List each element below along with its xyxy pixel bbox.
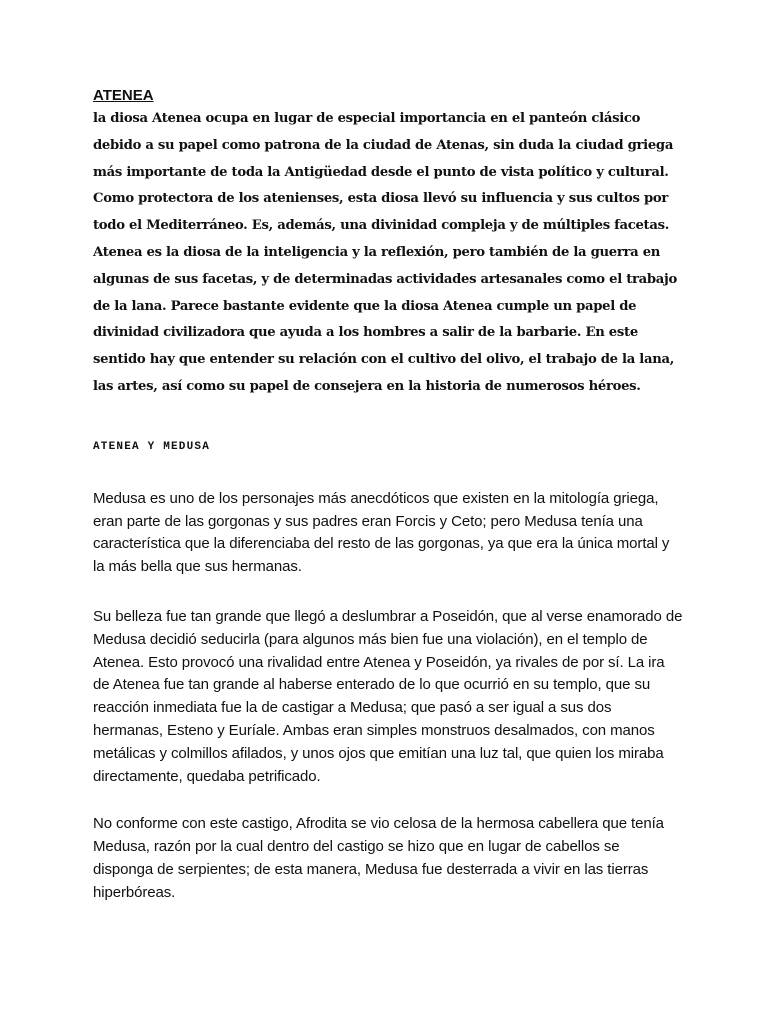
body-paragraph-1: Medusa es uno de los personajes más anecdóticos que existen en la mitología griega, eran parte de las gorgonas y sus padres eran Forcis y Ceto; pero Medusa tenía una característica que la diferenciaba del resto de las gorgonas, ya que era la única mortal y la más bella que sus hermanas. bbox=[93, 489, 670, 576]
body-paragraph-3: No conforme con este castigo, Afrodita se vio celosa de la hermosa cabellera que tenía Medusa, razón por la cual dentro del castigo se hizo que en lugar de cabellos se disponga de serpientes; de esta manera, Medusa fue desterrada a vivir en las tierras hiperbóreas. bbox=[93, 815, 664, 901]
document-title: ATENEA bbox=[93, 87, 154, 104]
body-paragraph-2: Su belleza fue tan grande que llegó a deslumbrar a Poseidón, que al verse enamorado de Medusa decidió seducirla (para algunos más bien fue una violación), en el templo de Atenea. Esto provocó una rivalidad entre Atenea y Poseidón, ya rivales de por sí. La ira de Atenea fue tan grande al haberse enterado de lo que ocurrió en su templo, que su reacción inmediata fue la de castigar a Medusa; que pasó a ser igual a sus dos hermanas, Esteno y Euríale. Ambas eran simples monstruos desalmados, con manos metálicas y colmillos afilados, y unos ojos que emitían una luz tal, que quien los miraba directamente, quedaba petrificado. bbox=[93, 607, 683, 785]
section-title: ATENEA Y MEDUSA bbox=[93, 440, 211, 453]
document-page bbox=[93, 86, 683, 905]
intro-paragraph: la diosa Atenea ocupa en lugar de especial importancia en el panteón clásico debido a su papel como patrona de la ciudad de Atenas, sin duda la ciudad griega más importante de toda la Antigüedad desde el punto de vista político y cultural. Como protectora de los atenienses, esta diosa llevó su influencia y sus cultos por todo el Mediterráneo. Es, además, una divinidad compleja y de múltiples facetas. Atenea es la diosa de la inteligencia y la reflexión, pero también de la guerra en algunas de sus facetas, y de determinadas actividades artesanales como el trabajo de la lana. Parece bastante evidente que la diosa Atenea cumple un papel de divinidad civilizadora que ayuda a los hombres a salir de la barbarie. En este sentido hay que entender su relación con el cultivo del olivo, el trabajo de la lana, las artes, así como su papel de consejera en la historia de numerosos héroes. bbox=[93, 111, 678, 394]
